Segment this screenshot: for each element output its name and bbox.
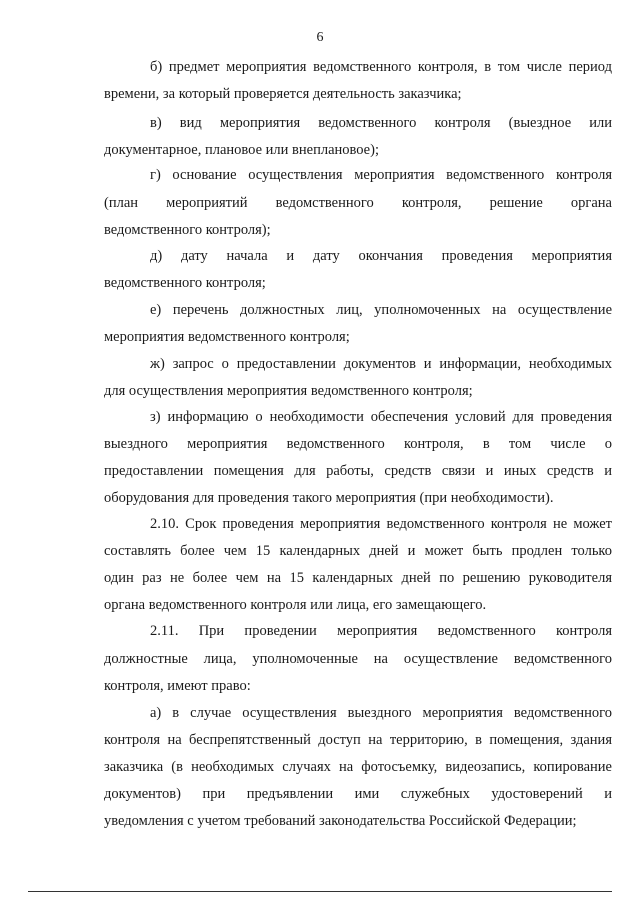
- text-line: выездного мероприятия ведомственного контроля, в том числе о: [104, 436, 612, 452]
- text-line: должностные лица, уполномоченные на осуществление ведомственного: [104, 651, 612, 667]
- text-line: контроля на беспрепятственный доступ на территорию, в помещения, здания: [104, 732, 612, 748]
- text-line: составлять более чем 15 календарных дней и может быть продлен только: [104, 543, 612, 559]
- page-number: 6: [316, 30, 324, 45]
- footer-divider: [28, 891, 612, 892]
- text-line: ведомственного контроля);: [104, 222, 271, 238]
- text-line: уведомления с учетом требований законодательства Российской Федерации;: [104, 813, 577, 829]
- text-line: г) основание осуществления мероприятия ведомственного контроля: [150, 167, 612, 183]
- text-line: 2.10. Срок проведения мероприятия ведомственного контроля не может: [150, 516, 612, 532]
- text-line: ведомственного контроля;: [104, 275, 266, 291]
- text-line: документов) при предъявлении ими служебных удостоверений и: [104, 786, 612, 802]
- text-line: (план мероприятий ведомственного контроля, решение органа: [104, 195, 612, 211]
- text-line: один раз не более чем на 15 календарных дней по решению руководителя: [104, 570, 612, 586]
- text-line: контроля, имеют право:: [104, 678, 251, 694]
- text-line: 2.11. При проведении мероприятия ведомственного контроля: [150, 623, 612, 639]
- text-line: предоставлении помещения для работы, средств связи и иных средств и: [104, 463, 612, 479]
- text-line: для осуществления мероприятия ведомственного контроля;: [104, 383, 473, 399]
- text-line: времени, за который проверяется деятельность заказчика;: [104, 86, 462, 102]
- text-line: документарное, плановое или внеплановое);: [104, 142, 379, 158]
- text-line: з) информацию о необходимости обеспечения условий для проведения: [150, 409, 612, 425]
- text-line: а) в случае осуществления выездного мероприятия ведомственного: [150, 705, 612, 721]
- text-line: ж) запрос о предоставлении документов и информации, необходимых: [150, 356, 612, 372]
- text-line: в) вид мероприятия ведомственного контроля (выездное или: [150, 115, 612, 131]
- text-line: органа ведомственного контроля или лица, его замещающего.: [104, 597, 487, 613]
- text-line: е) перечень должностных лиц, уполномоченных на осуществление: [150, 302, 612, 318]
- text-line: оборудования для проведения такого мероприятия (при необходимости).: [104, 490, 554, 506]
- text-line: мероприятия ведомственного контроля;: [104, 329, 350, 345]
- text-line: б) предмет мероприятия ведомственного контроля, в том числе период: [150, 59, 612, 75]
- text-line: д) дату начала и дату окончания проведения мероприятия: [150, 248, 612, 264]
- text-line: заказчика (в необходимых случаях на фотосъемку, видеозапись, копирование: [104, 759, 612, 775]
